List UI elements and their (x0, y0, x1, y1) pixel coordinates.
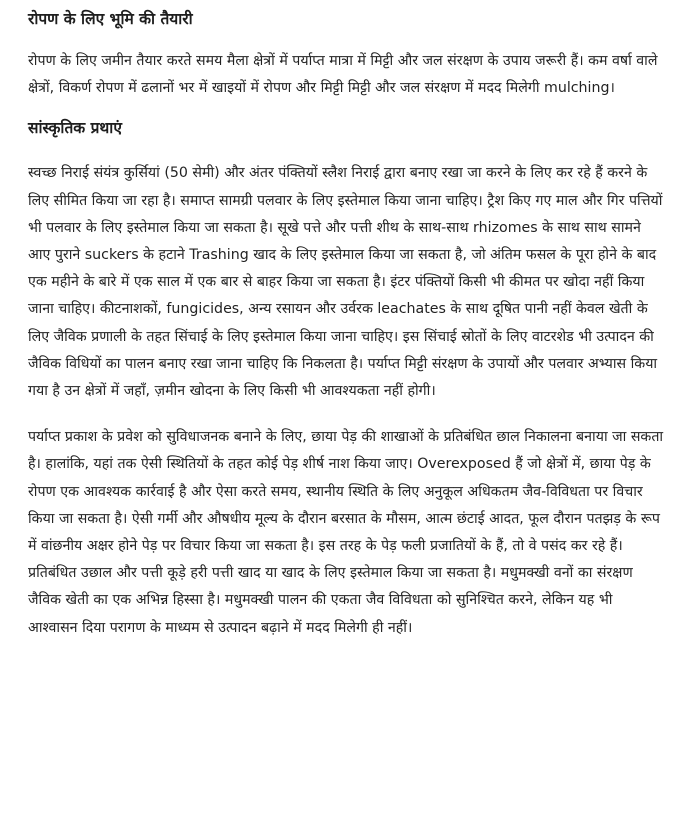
paragraph-land-preparation: रोपण के लिए जमीन तैयार करते समय मैला क्षेत्रों में पर्याप्त मात्रा में मिट्टी और जल संरक्षण के उपाय जरूरी हैं। कम वर्षा वाले क्षेत्रों, विकर्ण रोपण में ढलानों भर में खाइयों में रोपण और मिट्टी मिट्टी और जल संरक्षण में मदद मिलेगी mulching। (28, 53, 658, 97)
section-heading-land-preparation: रोपण के लिए भूमि की तैयारी (28, 10, 193, 28)
paragraph-cultural-practices-shade-trees: पर्याप्त प्रकाश के प्रवेश को सुविधाजनक बनाने के लिए, छाया पेड़ की शाखाओं के प्रतिबंधित छाल निकालना बनाया जा सकता है। हालांकि, यहां तक ऐसी स्थितियों के तहत कोई पेड़ शीर्ष नाश किया जाए। Overexposed हैं जो क्षेत्रों में, छाया पेड़ के रोपण एक आवश्यक कार्रवाई है और ऐसा करते समय, स्थानीय स्थिति के लिए अनुकूल अधिकतम जैव-विविधता पर विचार किया जा सकता है। ऐसी गर्मी और औषधीय मूल्य के दौरान बरसात के मौसम, आत्म छंटाई आदत, फूल दौरान पतझड़ के रूप में वांछनीय अक्षर होने पेड़ पर विचार किया जा सकता है। इस तरह के पेड़ फली प्रजातियों के हैं, तो वे पसंद कर रहे हैं। प्रतिबंधित उछाल और पत्ती कूड़े हरी पत्ती खाद या खाद के लिए इस्तेमाल किया जा सकता है। मधुमक्खी वनों का संरक्षण जैविक खेती का एक अभिन्न हिस्सा है। मधुमक्खी पालन की एकता जैव विविधता को सुनिश्चित करने, लेकिन यह भी आश्वासन दिया परागण के माध्यम से उत्पादन बढ़ाने में मदद मिलेगी ही नहीं। (28, 429, 664, 636)
section-heading-cultural-practices: सांस्कृतिक प्रथाएं (28, 119, 122, 138)
paragraph-cultural-practices-weeding: स्वच्छ निराई संयंत्र कुर्सियां (50 सेमी) और अंतर पंक्तियों स्लैश निराई द्वारा बनाए रखा जा करने के लिए कर रहे हैं करने के लिए सीमित किया जा रहा है। समाप्त सामग्री पलवार के लिए इस्तेमाल किया जाना चाहिए। ट्रैश किए गए माल और गिर पत्तियों भी पलवार के लिए इस्तेमाल किया जा सकता है। सूखे पत्ते और पत्ती शीथ के साथ-साथ rhizomes के साथ साथ सामने आए पुराने suckers के हटाने Trashing खाद के लिए इस्तेमाल किया जा सकता है, जो अंतिम फसल के पूरा होने के बाद एक महीने के बारे में एक साल में एक बार से बाहर किया जा सकता है। इंटर पंक्तियों किसी भी कीमत पर खोदा नहीं किया जाना चाहिए। कीटनाशकों, fungicides, अन्य रसायन और उर्वरक leachates के साथ दूषित पानी नहीं केवल खेती के लिए जैविक प्रणाली के तहत सिंचाई के लिए इस्तेमाल किया जाना चाहिए। इस सिंचाई स्रोतों के लिए वाटरशेड भी उत्पादन की जैविक विधियों का पालन बनाए रखा जाना चाहिए कि निकलता है। पर्याप्त मिट्टी संरक्षण के उपायों और पलवार अभ्यास किया गया है उन क्षेत्रों में जहाँ, ज़मीन खोदना के लिए किसी भी आवश्यकता नहीं होगी। (28, 165, 663, 400)
